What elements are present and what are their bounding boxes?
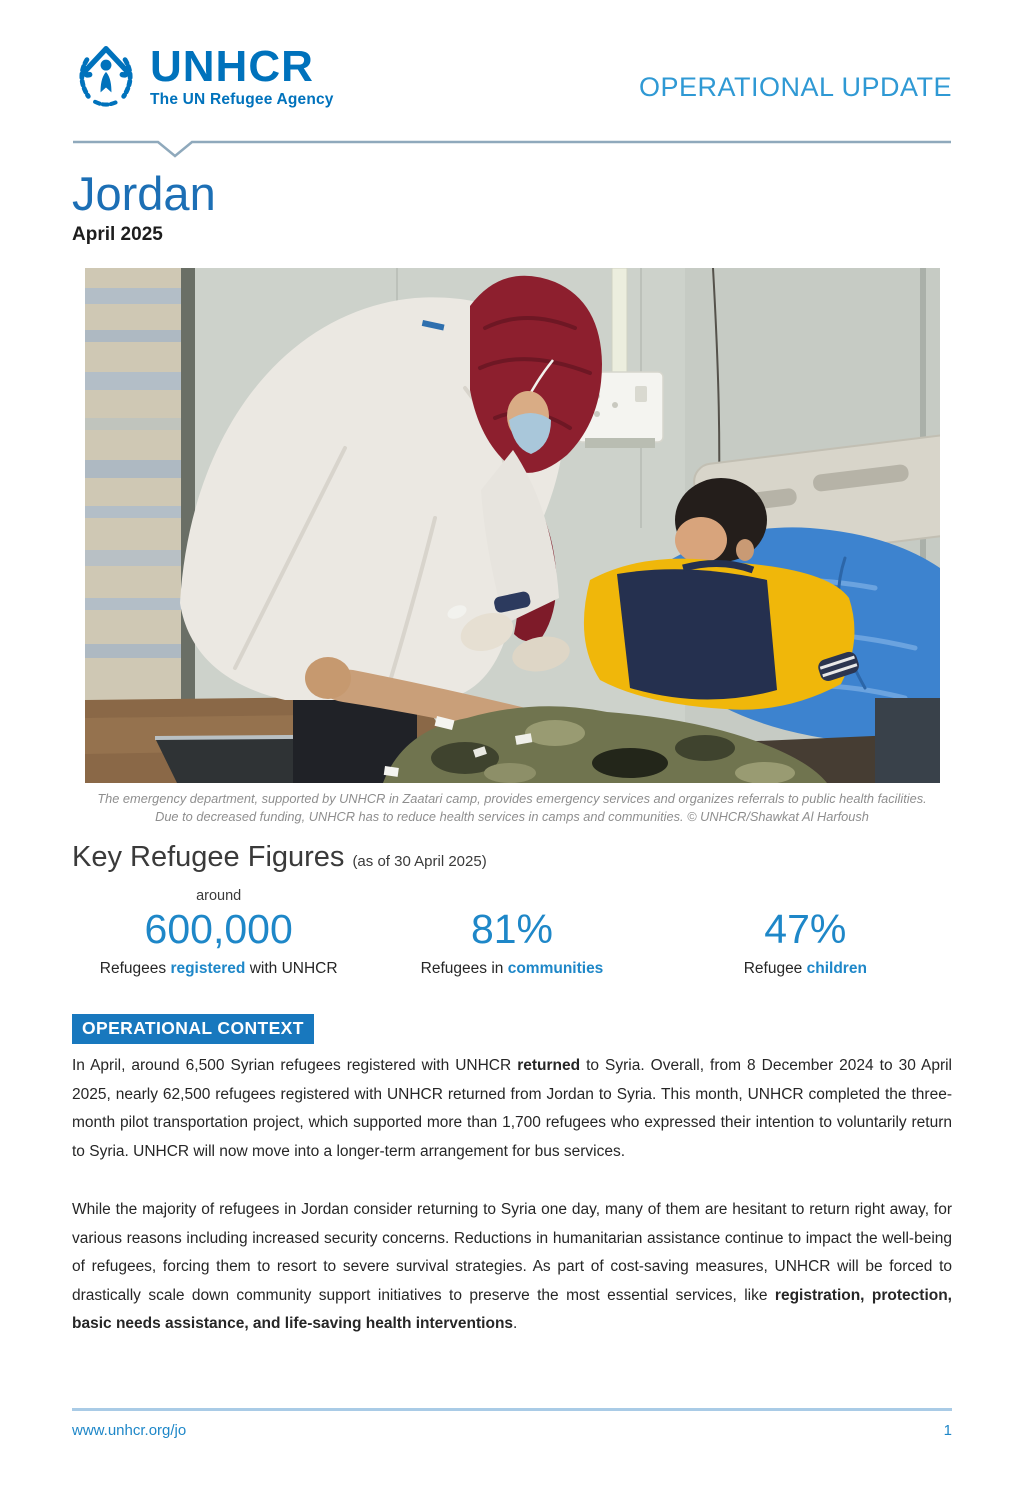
unhcr-logo xyxy=(72,44,334,109)
footer-url[interactable]: www.unhcr.org/jo xyxy=(72,1422,187,1439)
key-figures-heading: Key Refugee Figures xyxy=(72,840,345,873)
header xyxy=(72,44,952,109)
para1-bold: returned xyxy=(517,1057,581,1075)
context-paragraph-1 xyxy=(72,1052,952,1166)
stat-registered xyxy=(72,888,365,978)
doc-type-label: OPERATIONAL UPDATE xyxy=(638,71,952,102)
stats-row xyxy=(72,888,952,978)
page-root xyxy=(0,44,1024,1493)
stat-communities xyxy=(365,888,658,978)
stat-caption xyxy=(72,960,365,978)
key-figures-heading-row xyxy=(72,841,952,874)
unhcr-emblem-icon xyxy=(72,44,140,108)
footer-page-number: 1 xyxy=(943,1422,952,1439)
operational-context-heading: OPERATIONAL CONTEXT xyxy=(72,1014,314,1044)
stat-value: 47% xyxy=(764,905,847,952)
para2-bold: registration, protection, basic needs assistance, and life-saving health interventions xyxy=(72,1286,952,1333)
stat-value: 600,000 xyxy=(144,905,293,952)
patient-shirt xyxy=(583,558,860,709)
stat-caption xyxy=(659,960,952,978)
footer xyxy=(72,1408,952,1439)
curtain xyxy=(85,268,195,703)
stat-value: 81% xyxy=(470,905,554,952)
stat-qualifier xyxy=(659,888,952,906)
para1-post: to Syria. Overall, from 8 December 2024 to 30 April 2025, nearly 62,500 refugees registered with UNHCR returned from Jordan to Syria. This month, UNHCR completed the three-month pilot transportation project, which supported more than 1,700 refugees who expressed their intention to voluntarily return to Syria. UNHCR will now move into a longer-term arrangement for bus services. xyxy=(72,1057,953,1160)
photo xyxy=(85,268,940,783)
stat-qualifier xyxy=(365,888,658,906)
context-paragraph-2 xyxy=(72,1196,952,1339)
logo-wordmark: UNHCR xyxy=(150,42,314,91)
photo-caption: The emergency department, supported by UNHCR in Zaatari camp, provides emergency services and organizes referrals to public health facilities. Due to decreased funding, UNHCR has to reduce health services in camps and communities. © UNHCR/Shawkat Al Harfoush xyxy=(97,790,927,825)
page-title: Jordan xyxy=(72,166,216,220)
stat-caption-pre: Refugees in xyxy=(420,960,508,978)
para2-post: . xyxy=(513,1315,518,1333)
stat-caption-pre: Refugees xyxy=(99,960,171,978)
patient-head xyxy=(675,478,767,563)
logo-text xyxy=(150,42,334,109)
stat-qualifier: around xyxy=(196,887,242,904)
stat-children xyxy=(659,888,952,978)
para1-pre: In April, around 6,500 Syrian refugees registered with UNHCR xyxy=(72,1057,518,1075)
operational-context-section xyxy=(72,1014,952,1339)
divider-notch xyxy=(72,139,952,161)
stat-caption xyxy=(365,960,658,978)
stat-caption-highlight: registered xyxy=(170,960,246,978)
stat-caption-pre: Refugee xyxy=(743,960,807,978)
stat-caption-post: with UNHCR xyxy=(245,960,338,978)
page-subtitle: April 2025 xyxy=(72,223,163,245)
photo-illustration xyxy=(85,268,940,783)
para2-pre: While the majority of refugees in Jordan consider returning to Syria one day, many of them are hesitant to return right away, for various reasons including increased security concerns. Reductions in humanitarian assistance continue to impact the well-being of refugees, forcing them to resort to severe survival strategies. As part of cost-saving measures, UNHCR will be forced to drastically scale down community support initiatives to preserve the most essential services, like xyxy=(72,1201,952,1304)
stat-caption-highlight: communities xyxy=(507,960,604,978)
key-figures-asof: (as of 30 April 2025) xyxy=(352,852,487,870)
stat-caption-highlight: children xyxy=(806,960,867,978)
title-block xyxy=(72,167,952,246)
logo-tagline: The UN Refugee Agency xyxy=(150,90,334,108)
